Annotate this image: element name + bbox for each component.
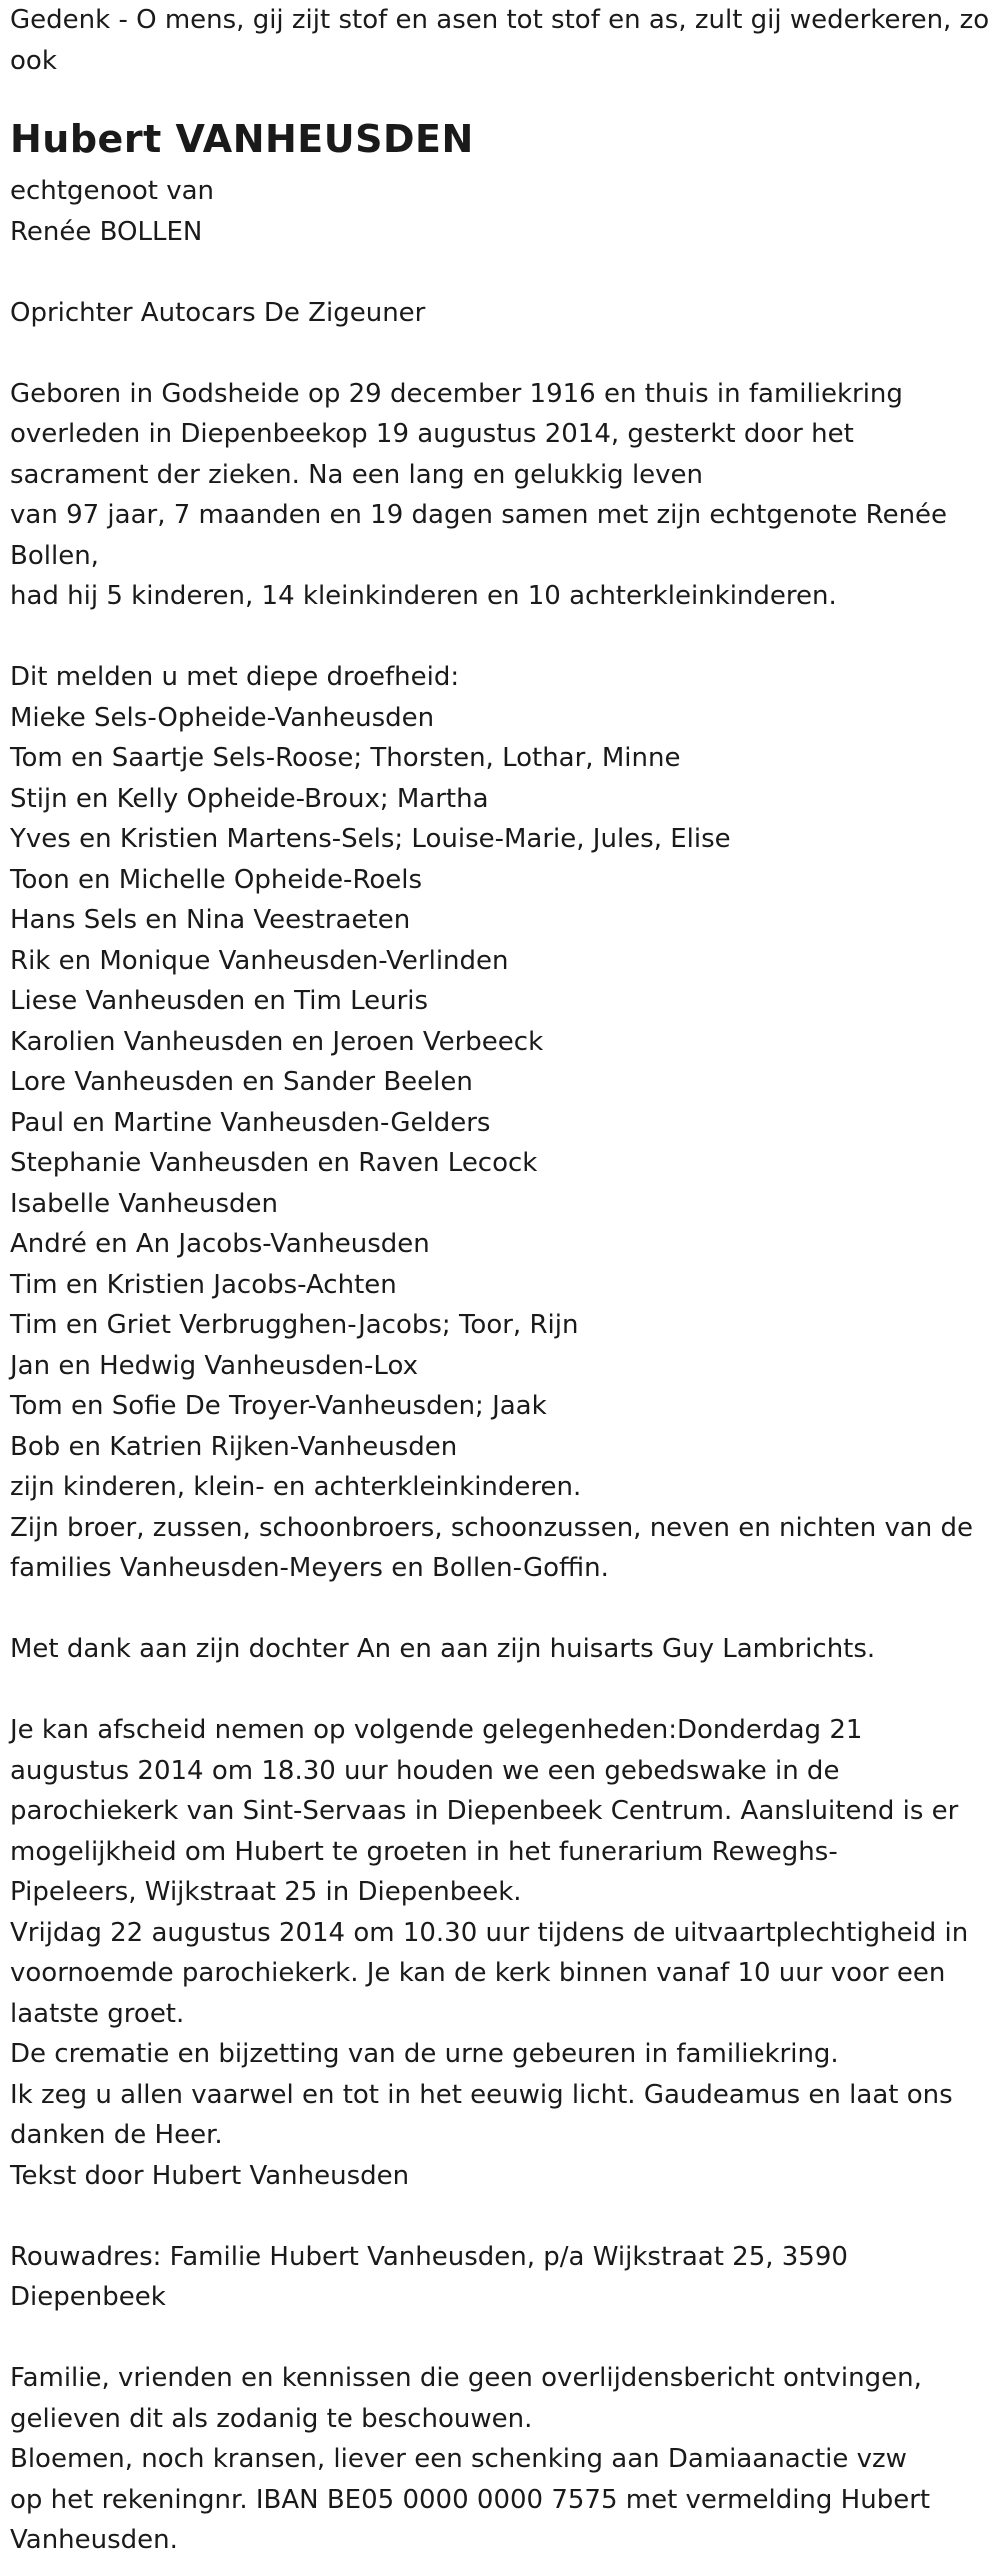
relation-label: echtgenoot van (10, 176, 215, 206)
closing-line: Familie, vrienden en kennissen die geen overlijdensbericht ontvingen, (10, 2363, 922, 2393)
family-member: Bob en Katrien Rijken-Vanheusden (10, 1431, 458, 1462)
announcement-intro: Dit melden u met diepe droefheid: (10, 662, 460, 692)
spacer (10, 252, 990, 293)
family-member: Tom en Sofie De Troyer-Vanheusden; Jaak (10, 1391, 547, 1421)
family-member: Lore Vanheusden en Sander Beelen (10, 1067, 473, 1097)
bio-line: sacrament der zieken. Na een lang en gelukkig leven (10, 459, 704, 490)
spacer (10, 1589, 990, 1630)
closing-line: Vanheusden. (10, 2525, 178, 2555)
family-member: Yves en Kristien Martens-Sels; Louise-Marie, Jules, Elise (10, 824, 731, 854)
family-member: Tim en Griet Verbrugghen-Jacobs; Toor, Rijn (10, 1310, 579, 1340)
family-member: Mieke Sels-Opheide-Vanheusden (10, 702, 435, 733)
mourning-address (10, 2237, 990, 2318)
farewell-line: De crematie en bijzetting van de urne gebeuren in familiekring. (10, 2039, 839, 2069)
farewell-line: mogelijkheid om Hubert te groeten in het funerarium Reweghs- (10, 1836, 838, 1867)
bio-line: Geboren in Godsheide op 29 december 1916 en thuis in familiekring (10, 378, 903, 409)
farewell-line: Je kan afscheid nemen op volgende gelegenheden:Donderdag 21 (10, 1715, 863, 1745)
occupation: Oprichter Autocars De Zigeuner (10, 297, 426, 328)
family-member: Tom en Saartje Sels-Roose; Thorsten, Lothar, Minne (10, 743, 681, 773)
closing-notes (10, 2358, 990, 2561)
spacer (10, 617, 990, 658)
family-member: Liese Vanheusden en Tim Leuris (10, 986, 429, 1016)
spacer (10, 1670, 990, 1711)
spacer (10, 2196, 990, 2237)
bio-line: Bollen, (10, 540, 99, 571)
spouse-name: Renée BOLLEN (10, 216, 203, 247)
bio-line: overleden in Diepenbeekop 19 augustus 2014, gesterkt door het (10, 419, 854, 449)
farewell-line: voornoemde parochiekerk. Je kan de kerk binnen vanaf 10 uur voor een (10, 1958, 946, 1988)
relatives-line: Zijn broer, zussen, schoonbroers, schoonzussen, neven en nichten van de (10, 1512, 974, 1543)
closing-line: op het rekeningnr. IBAN BE05 0000 0000 7575 met vermelding Hubert (10, 2484, 931, 2515)
farewell-line: augustus 2014 om 18.30 uur houden we een gebedswake in de (10, 1755, 840, 1786)
family-member: Tim en Kristien Jacobs-Achten (10, 1269, 397, 1300)
family-member: Stephanie Vanheusden en Raven Lecock (10, 1148, 538, 1178)
biography (10, 374, 990, 617)
intro-verse: Gedenk - O mens, gij zijt stof en asen tot stof en as, zult gij wederkeren, zo ook (10, 5, 990, 76)
family-member: Jan en Hedwig Vanheusden-Lox (10, 1350, 418, 1381)
family-member: Karolien Vanheusden en Jeroen Verbeeck (10, 1026, 544, 1057)
farewell-line: Pipeleers, Wijkstraat 25 in Diepenbeek. (10, 1877, 522, 1907)
address-line: Rouwadres: Familie Hubert Vanheusden, p/a Wijkstraat 25, 3590 (10, 2241, 848, 2272)
farewell-line: Vrijdag 22 augustus 2014 om 10.30 uur tijdens de uitvaartplechtigheid in (10, 1917, 969, 1948)
family-member: zijn kinderen, klein- en achterkleinkinderen. (10, 1472, 582, 1502)
relatives-line: families Vanheusden-Meyers en Bollen-Goffin. (10, 1553, 609, 1583)
thanks: Met dank aan zijn dochter An en aan zijn huisarts Guy Lambrichts. (10, 1634, 876, 1664)
farewell-line: parochiekerk van Sint-Servaas in Diepenbeek Centrum. Aansluitend is er (10, 1796, 959, 1826)
family-member: Stijn en Kelly Opheide-Broux; Martha (10, 783, 489, 814)
farewell-line: laatste groet. (10, 1998, 185, 2029)
spacer (10, 2318, 990, 2359)
family-member: Rik en Monique Vanheusden-Verlinden (10, 945, 509, 976)
family-member: Toon en Michelle Opheide-Roels (10, 864, 423, 895)
farewell-line: Tekst door Hubert Vanheusden (10, 2160, 410, 2191)
spacer (10, 333, 990, 374)
family-list (10, 698, 990, 1508)
farewell-line: danken de Heer. (10, 2120, 223, 2150)
obituary-document (10, 0, 990, 2561)
farewell-details (10, 1710, 990, 2196)
family-member: Isabelle Vanheusden (10, 1188, 279, 1219)
closing-line: gelieven dit als zodanig te beschouwen. (10, 2403, 533, 2434)
family-member: Hans Sels en Nina Veestraeten (10, 905, 411, 935)
address-line: Diepenbeek (10, 2282, 166, 2312)
farewell-line: Ik zeg u allen vaarwel en tot in het eeuwig licht. Gaudeamus en laat ons (10, 2079, 953, 2110)
relatives (10, 1508, 990, 1589)
bio-line: had hij 5 kinderen, 14 kleinkinderen en 10 achterkleinkinderen. (10, 581, 837, 611)
family-member: André en An Jacobs-Vanheusden (10, 1229, 430, 1259)
closing-line: Bloemen, noch kransen, liever een schenking aan Damiaanactie vzw (10, 2444, 907, 2474)
deceased-name: Hubert VANHEUSDEN (10, 117, 474, 161)
bio-line: van 97 jaar, 7 maanden en 19 dagen samen met zijn echtgenote Renée (10, 500, 948, 530)
family-member: Paul en Martine Vanheusden-Gelders (10, 1107, 491, 1138)
